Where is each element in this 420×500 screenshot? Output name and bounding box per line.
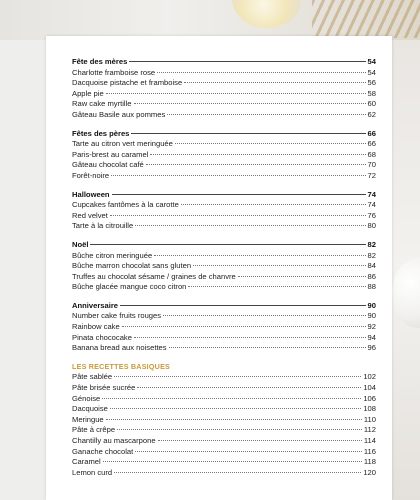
leader-dots: [238, 276, 366, 277]
leader-dots: [114, 472, 361, 473]
toc-entry: [72, 404, 376, 415]
toc-entry: [72, 272, 376, 283]
entry-title: Bûche marron chocolat sans gluten: [72, 261, 192, 271]
leader-dots: [167, 114, 365, 115]
leader-dots: [163, 315, 365, 316]
leader-dots: [102, 398, 361, 399]
toc-section-header: [72, 301, 376, 312]
page-number: 66: [367, 128, 376, 138]
leader-dots: [135, 451, 362, 452]
entry-title: Ganache chocolat: [72, 446, 134, 456]
section-title: Anniversaire: [72, 300, 119, 310]
entry-title: Caramel: [72, 457, 101, 467]
page-number: 76: [367, 210, 376, 220]
leader-dots: [114, 376, 361, 377]
page-number: 106: [363, 393, 376, 403]
toc-entry: [72, 425, 376, 436]
leader-dots: [157, 72, 365, 73]
page-number: 54: [367, 57, 376, 66]
toc-entry: [72, 415, 376, 426]
page-number: 120: [363, 467, 376, 477]
leader-line: [112, 194, 366, 195]
leader-dots: [122, 326, 366, 327]
toc-entry: [72, 150, 376, 161]
toc-section-noel: [72, 240, 376, 293]
toc-section-header: [72, 240, 376, 251]
leader-dots: [103, 461, 362, 462]
entry-title: Pinata chococake: [72, 332, 132, 342]
leader-dots: [169, 347, 366, 348]
toc-section-header: [72, 57, 376, 68]
toc-entry: [72, 211, 376, 222]
entry-title: Red velvet: [72, 210, 108, 220]
toc-entry: [72, 343, 376, 354]
page-number: 118: [363, 457, 376, 467]
leader-dots: [111, 175, 365, 176]
toc-entry: [72, 333, 376, 344]
leader-dots: [134, 103, 366, 104]
toc-entry: [72, 78, 376, 89]
page-number: 58: [367, 88, 376, 98]
toc-entry: [72, 447, 376, 458]
page-number: 82: [367, 239, 376, 249]
page-number: 66: [367, 139, 376, 149]
toc-entry: [72, 99, 376, 110]
leader-dots: [117, 429, 362, 430]
leader-dots: [188, 286, 365, 287]
toc-section-anniversaire: [72, 301, 376, 354]
entry-title: Number cake fruits rouges: [72, 311, 162, 321]
toc-entry: [72, 200, 376, 211]
page-number: 94: [367, 332, 376, 342]
page-number: 96: [367, 343, 376, 353]
leader-dots: [193, 265, 366, 266]
toc-entry: [72, 457, 376, 468]
toc-entry: [72, 139, 376, 150]
toc-entry: [72, 261, 376, 272]
toc-entry: [72, 221, 376, 232]
entry-title: Tarte au citron vert meringuée: [72, 139, 173, 149]
section-title: Fête des mères: [72, 57, 128, 66]
toc-entry: [72, 171, 376, 182]
toc-entry: [72, 394, 376, 405]
wheat-photo: [312, 0, 420, 38]
leader-dots: [150, 154, 365, 155]
page-number: 116: [363, 446, 376, 456]
entry-title: Truffes au chocolat sésame / graines de chanvre: [72, 271, 236, 281]
page-number: 88: [367, 282, 376, 292]
page-number: 92: [367, 322, 376, 332]
leader-dots: [134, 337, 366, 338]
page-number: 80: [367, 221, 376, 231]
entry-title: Meringue: [72, 414, 104, 424]
leader-dots: [106, 419, 362, 420]
entry-title: Dacquoise pistache et framboise: [72, 78, 183, 88]
toc-entry: [72, 110, 376, 121]
section-title: Halloween: [72, 189, 110, 199]
entry-title: Forêt-noire: [72, 170, 110, 180]
page-number: 68: [367, 149, 376, 159]
toc-entry: [72, 89, 376, 100]
page-number: 110: [363, 414, 376, 424]
leader-line: [90, 244, 365, 245]
entry-title: Raw cake myrtille: [72, 99, 132, 109]
page-number: 70: [367, 160, 376, 170]
page-number: 74: [367, 200, 376, 210]
page-number: 72: [367, 170, 376, 180]
leader-dots: [158, 440, 362, 441]
section-title: Fêtes des pères: [72, 128, 130, 138]
entry-title: Rainbow cake: [72, 322, 120, 332]
toc-entry: [72, 436, 376, 447]
entry-title: Gâteau chocolat café: [72, 160, 144, 170]
table-of-contents: [72, 57, 376, 486]
entry-title: Paris-brest au caramel: [72, 149, 149, 159]
page-number: 82: [367, 250, 376, 260]
toc-section-header: [72, 190, 376, 201]
entry-title: Pâte à crêpe: [72, 425, 116, 435]
page-number: 54: [367, 67, 376, 77]
toc-entry: [72, 282, 376, 293]
entry-title: Lemon curd: [72, 467, 113, 477]
page-number: 74: [367, 189, 376, 199]
leader-dots: [106, 93, 366, 94]
toc-entry: [72, 372, 376, 383]
entry-title: Tarte à la citrouille: [72, 221, 134, 231]
entry-title: Dacquoise: [72, 404, 108, 414]
toc-section-header: [72, 129, 376, 140]
toc-section-fete-des-meres: [72, 57, 376, 121]
toc-section-fetes-des-peres: [72, 129, 376, 182]
toc-entry: [72, 68, 376, 79]
toc-entry: [72, 160, 376, 171]
page-number: 56: [367, 78, 376, 88]
toc-section-recettes-basiques: [72, 362, 376, 479]
book-page: [46, 36, 392, 500]
toc-entry: [72, 311, 376, 322]
entry-title: Pâte brisée sucrée: [72, 383, 136, 393]
leader-dots: [175, 143, 366, 144]
leader-dots: [137, 387, 361, 388]
entry-title: Cupcakes fantômes à la carotte: [72, 200, 179, 210]
page-number: 90: [367, 311, 376, 321]
entry-title: Pâte sablée: [72, 372, 113, 382]
entry-title: Charlotte framboise rose: [72, 67, 156, 77]
section-title: Noël: [72, 239, 89, 249]
entry-title: Bûche glacée mangue coco citron: [72, 282, 187, 292]
toc-entry: [72, 468, 376, 479]
entry-title: Banana bread aux noisettes: [72, 343, 167, 353]
page-number: 114: [363, 436, 376, 445]
page-number: 84: [367, 261, 376, 271]
leader-dots: [110, 408, 361, 409]
leader-dots: [181, 204, 366, 205]
leader-line: [120, 305, 366, 306]
entry-title: Gâteau Basile aux pommes: [72, 109, 166, 119]
page-number: 90: [367, 300, 376, 310]
page-number: 102: [363, 372, 376, 382]
page-number: 86: [367, 271, 376, 281]
basics-section-label: LES RECETTES BASIQUES: [72, 361, 171, 371]
leader-dots: [184, 82, 365, 83]
leader-dots: [110, 215, 366, 216]
page-number: 60: [367, 99, 376, 109]
toc-section-halloween: [72, 190, 376, 232]
entry-title: Apple pie: [72, 88, 104, 98]
entry-title: Bûche citron meringuée: [72, 250, 153, 260]
leader-line: [131, 133, 365, 134]
page-number: 108: [363, 404, 376, 414]
leader-dots: [146, 164, 366, 165]
entry-title: Chantilly au mascarpone: [72, 436, 156, 445]
toc-entry: [72, 322, 376, 333]
page-number: 112: [363, 425, 376, 435]
page-number: 62: [367, 109, 376, 119]
entry-title: Génoise: [72, 393, 101, 403]
leader-line: [129, 61, 365, 62]
leader-dots: [154, 255, 365, 256]
toc-entry: [72, 251, 376, 262]
leader-dots: [135, 225, 365, 226]
toc-entry: [72, 383, 376, 394]
page-number: 104: [363, 383, 376, 393]
